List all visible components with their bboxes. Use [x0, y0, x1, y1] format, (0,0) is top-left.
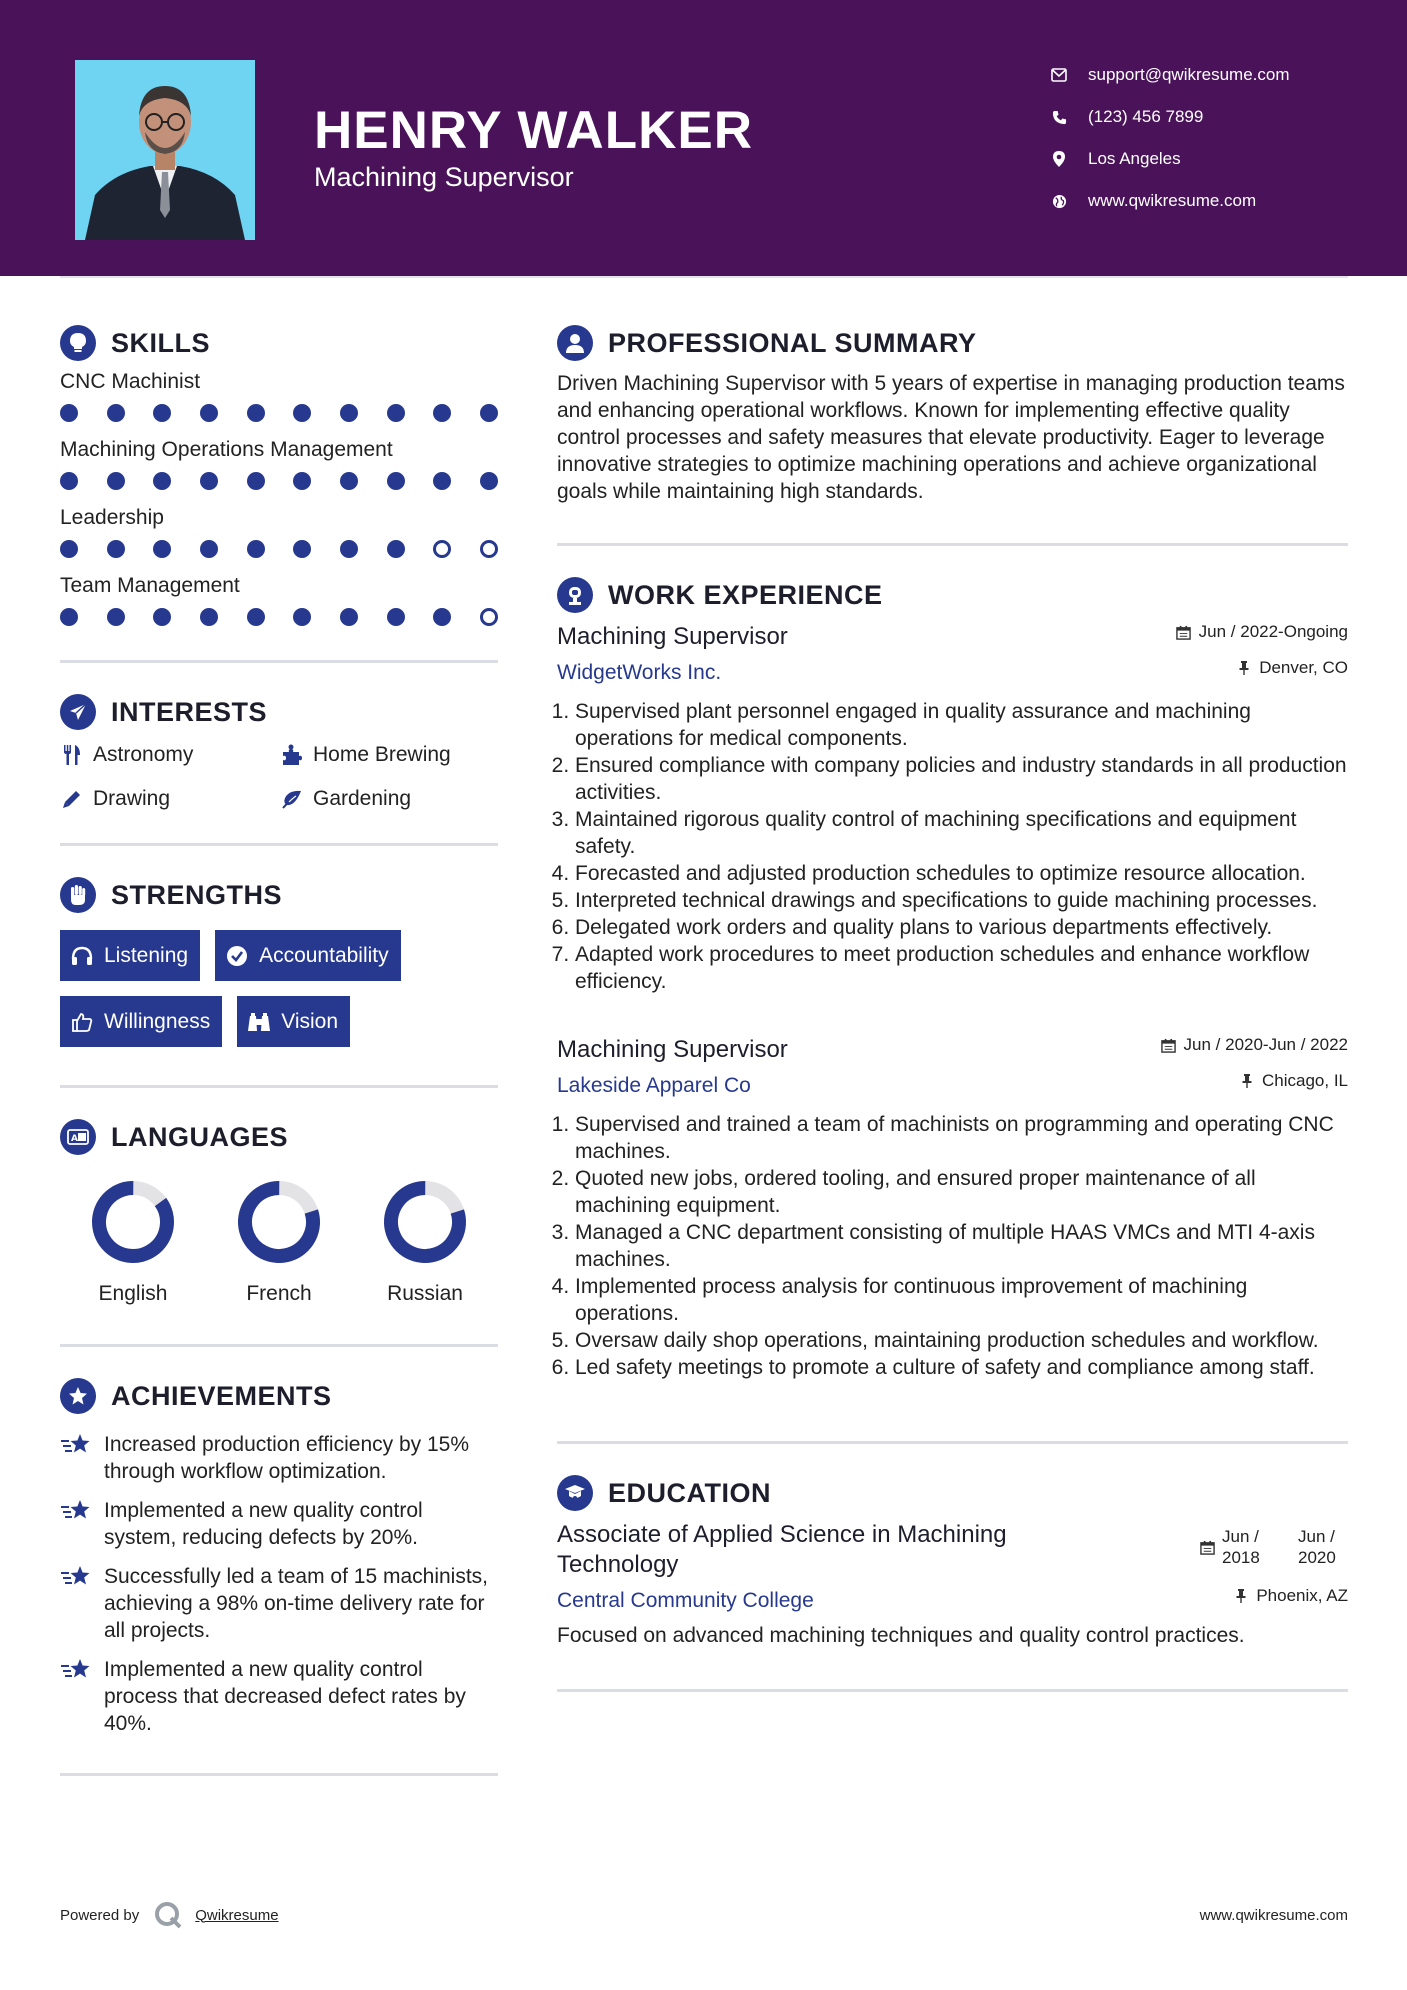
powered-by — [60, 1900, 279, 1930]
section-divider — [557, 543, 1348, 546]
candidate-title: Machining Supervisor — [314, 162, 574, 192]
svg-text:A: A — [71, 1134, 78, 1144]
strength-label: Vision — [281, 1009, 339, 1033]
strengths-section — [60, 872, 498, 1047]
strength-chip — [60, 930, 200, 981]
rating-dot-filled — [433, 404, 451, 422]
rating-dot-filled — [153, 608, 171, 626]
rating-dot-filled — [153, 540, 171, 558]
resume-header — [0, 0, 1407, 276]
rating-dot-filled — [107, 404, 125, 422]
pin-icon — [1239, 1073, 1255, 1089]
rating-dot-filled — [60, 608, 78, 626]
task-item: 5. Interpreted technical drawings and specifications to guide machining processes. — [575, 887, 1348, 914]
interest-item — [60, 741, 280, 769]
experience-section — [557, 572, 1348, 1381]
achievements-heading: ACHIEVEMENTS — [111, 1380, 332, 1411]
right-column — [557, 320, 1348, 1692]
header-divider — [60, 276, 1348, 278]
shooting-star-icon — [60, 1563, 92, 1593]
job-dates-text: Jun / 2022-Ongoing — [1198, 622, 1348, 641]
pin-icon — [1236, 660, 1252, 676]
interest-label: Home Brewing — [313, 743, 451, 766]
achievement-text: Increased production efficiency by 15% through workflow optimization. — [104, 1433, 469, 1483]
rating-dot-filled — [60, 472, 78, 490]
achievements-list — [60, 1431, 498, 1737]
rating-dot-filled — [60, 540, 78, 558]
powered-by-label: Powered by — [60, 1906, 140, 1924]
job-location-text: Denver, CO — [1259, 658, 1348, 677]
achievement-text: Successfully led a team of 15 machinists, achieving a 98% on-time delivery rate for all projects. — [104, 1565, 489, 1642]
task-item: 4. Forecasted and adjusted production schedules to optimize resource allocation. — [575, 860, 1348, 887]
task-item: 5. Oversaw daily shop operations, maintaining production schedules and workflow. — [575, 1327, 1348, 1354]
education-location — [1233, 1586, 1348, 1606]
language-donut — [235, 1178, 323, 1266]
globe-icon — [1050, 192, 1068, 210]
website-text: www.qwikresume.com — [1088, 191, 1257, 210]
graduation-icon — [557, 1475, 593, 1511]
languages-list — [60, 1178, 498, 1306]
section-divider — [60, 1344, 498, 1347]
language-donut — [381, 1178, 469, 1266]
rating-dot-filled — [387, 540, 405, 558]
envelope-icon — [1050, 66, 1068, 84]
map-pin-icon — [1050, 150, 1068, 168]
rating-dot-filled — [107, 472, 125, 490]
section-divider — [557, 1689, 1348, 1692]
job-dates — [1176, 622, 1348, 642]
rating-dot-filled — [200, 540, 218, 558]
task-item: 1. Supervised and trained a team of machinists on programming and operating CNC machines. — [575, 1111, 1348, 1165]
job-dates — [1161, 1035, 1348, 1055]
rating-dot-filled — [433, 608, 451, 626]
skill-rating — [60, 400, 498, 434]
summary-heading: PROFESSIONAL SUMMARY — [608, 327, 977, 358]
donut-fill — [382, 1179, 468, 1265]
company-name[interactable]: Lakeside Apparel Co — [557, 1074, 751, 1097]
task-item: 7. Adapted work procedures to meet production schedules and enhance workflow efficiency. — [575, 941, 1348, 995]
rating-dot-filled — [200, 472, 218, 490]
rating-dot-filled — [433, 472, 451, 490]
interest-item — [60, 785, 280, 813]
contact-location — [1050, 138, 1290, 180]
summary-section — [557, 320, 1348, 505]
rating-dot-filled — [480, 472, 498, 490]
section-divider — [557, 1441, 1348, 1444]
interest-item — [280, 741, 498, 769]
job-tasks — [557, 698, 1348, 995]
job-dates-text: Jun / 2020-Jun / 2022 — [1183, 1035, 1348, 1054]
rating-dot-filled — [107, 608, 125, 626]
paper-plane-icon — [60, 694, 96, 730]
interests-heading: INTERESTS — [111, 696, 268, 727]
skill-name: CNC Machinist — [60, 370, 201, 393]
job-entry — [557, 622, 1348, 995]
rating-dot-filled — [340, 608, 358, 626]
rating-dot-filled — [387, 404, 405, 422]
skill-item — [60, 574, 498, 638]
language-item — [352, 1178, 498, 1306]
jobs-list — [557, 622, 1348, 1381]
leaf-icon — [280, 787, 304, 811]
education-description: Focused on advanced machining techniques and quality control practices. — [557, 1624, 1245, 1647]
candidate-name: HENRY WALKER — [314, 101, 753, 160]
email-text: support@qwikresume.com — [1088, 65, 1290, 84]
profile-photo — [75, 60, 255, 240]
education-location-text: Phoenix, AZ — [1256, 1586, 1348, 1605]
education-end: Jun / 2020 — [1298, 1527, 1336, 1567]
language-label: French — [246, 1282, 312, 1305]
location-text: Los Angeles — [1088, 149, 1181, 168]
job-location — [1239, 1071, 1348, 1091]
rating-dot-filled — [153, 404, 171, 422]
skill-rating — [60, 468, 498, 502]
rating-dot-filled — [340, 472, 358, 490]
section-divider — [60, 1773, 498, 1776]
achievement-text: Implemented a new quality control process that decreased defect rates by 40%. — [104, 1658, 466, 1735]
section-divider — [60, 1085, 498, 1088]
language-item — [206, 1178, 352, 1306]
job-title: Machining Supervisor — [557, 1036, 788, 1063]
job-title: Machining Supervisor — [557, 623, 788, 650]
achievement-item — [60, 1497, 498, 1551]
briefcase-icon — [557, 577, 593, 613]
achievement-item — [60, 1656, 498, 1737]
strength-chip — [60, 996, 222, 1047]
task-item: 2. Ensured compliance with company policies and industry standards in all production activities. — [575, 752, 1348, 806]
language-label: Russian — [387, 1282, 463, 1305]
rating-dot-filled — [293, 608, 311, 626]
puzzle-icon — [280, 743, 304, 767]
task-item: 4. Implemented process analysis for continuous improvement of machining operations. — [575, 1273, 1348, 1327]
rating-dot-filled — [293, 404, 311, 422]
phone-icon — [1050, 108, 1068, 126]
contact-phone[interactable] — [1050, 96, 1290, 138]
interests-section — [60, 689, 498, 813]
company-name[interactable]: WidgetWorks Inc. — [557, 661, 722, 684]
languages-section — [60, 1114, 498, 1306]
skill-name: Team Management — [60, 574, 240, 597]
rating-dot-filled — [340, 404, 358, 422]
donut-fill — [236, 1179, 322, 1265]
skill-item — [60, 438, 498, 502]
fist-icon — [60, 877, 96, 913]
rating-dot-filled — [247, 540, 265, 558]
skills-section — [60, 320, 498, 638]
achievement-item — [60, 1563, 498, 1644]
footer — [60, 1898, 1348, 1932]
headphones-icon — [70, 944, 94, 968]
phone-text: (123) 456 7899 — [1088, 107, 1204, 126]
rating-dot-filled — [387, 472, 405, 490]
interest-item — [280, 785, 498, 813]
binoculars-icon — [247, 1010, 271, 1034]
contact-website[interactable] — [1050, 180, 1290, 222]
brand-link[interactable]: Qwikresume — [195, 1906, 279, 1924]
language-donut — [89, 1178, 177, 1266]
strength-chip — [237, 996, 350, 1047]
education-section — [557, 1470, 1348, 1649]
skill-rating — [60, 604, 498, 638]
rating-dot-filled — [247, 472, 265, 490]
contact-list — [1050, 54, 1290, 222]
section-divider — [60, 660, 498, 663]
task-item: 3. Maintained rigorous quality control of machining specifications and equipment safety. — [575, 806, 1348, 860]
education-start: Jun / 2018 — [1222, 1527, 1260, 1567]
languages-heading: LANGUAGES — [111, 1121, 289, 1152]
star-badge-icon — [60, 1378, 96, 1414]
experience-heading: WORK EXPERIENCE — [608, 579, 883, 610]
language-label: English — [98, 1282, 168, 1305]
skill-rating — [60, 536, 498, 570]
donut-fill — [89, 1178, 177, 1266]
skills-heading: SKILLS — [111, 327, 211, 358]
job-entry — [557, 1035, 1348, 1381]
degree-title: Associate of Applied Science in Machining Technology — [557, 1521, 1007, 1578]
language-item — [60, 1178, 206, 1306]
job-location-text: Chicago, IL — [1262, 1071, 1348, 1090]
rating-dot-empty — [433, 540, 451, 558]
language-icon — [60, 1119, 96, 1155]
contact-email[interactable] — [1050, 54, 1290, 96]
qwikresume-logo-icon — [153, 1900, 183, 1930]
rating-dot-filled — [247, 608, 265, 626]
lightbulb-icon — [60, 325, 96, 361]
rating-dot-filled — [387, 608, 405, 626]
calendar-icon — [1161, 1037, 1177, 1053]
strengths-heading: STRENGTHS — [111, 879, 283, 910]
rating-dot-empty — [480, 540, 498, 558]
task-item: 1. Supervised plant personnel engaged in quality assurance and machining operations for medical components. — [575, 698, 1348, 752]
interest-label: Astronomy — [93, 743, 194, 766]
task-item: 3. Managed a CNC department consisting of multiple HAAS VMCs and MTI 4-axis machines. — [575, 1219, 1348, 1273]
rating-dot-filled — [293, 540, 311, 558]
thumbs-up-icon — [70, 1010, 94, 1034]
calendar-icon — [1199, 1539, 1215, 1555]
education-heading: EDUCATION — [608, 1477, 771, 1508]
skill-name: Machining Operations Management — [60, 438, 393, 461]
achievement-text: Implemented a new quality control system, reducing defects by 20%. — [104, 1499, 423, 1549]
shooting-star-icon — [60, 1431, 92, 1461]
skill-item — [60, 506, 498, 570]
strength-label: Accountability — [259, 943, 389, 967]
job-tasks — [557, 1111, 1348, 1381]
strength-label: Willingness — [104, 1009, 211, 1033]
rating-dot-filled — [247, 404, 265, 422]
shooting-star-icon — [60, 1656, 92, 1686]
task-item: 2. Quoted new jobs, ordered tooling, and ensured proper maintenance of all machining equipment. — [575, 1165, 1348, 1219]
user-icon — [557, 325, 593, 361]
check-circle-icon — [225, 944, 249, 968]
rating-dot-filled — [293, 472, 311, 490]
pin-icon — [1233, 1588, 1249, 1604]
strength-label: Listening — [104, 943, 189, 967]
skill-name: Leadership — [60, 506, 164, 529]
education-dates — [1199, 1526, 1348, 1568]
skills-list — [60, 370, 498, 638]
achievement-item — [60, 1431, 498, 1485]
job-location — [1236, 658, 1348, 678]
pencil-icon — [60, 787, 84, 811]
rating-dot-filled — [200, 404, 218, 422]
rating-dot-filled — [340, 540, 358, 558]
calendar-icon — [1176, 624, 1192, 640]
skill-item — [60, 370, 498, 434]
rating-dot-filled — [60, 404, 78, 422]
task-item: 6. Led safety meetings to promote a culture of safety and compliance among staff. — [575, 1354, 1348, 1381]
section-divider — [60, 843, 498, 846]
left-column — [60, 320, 498, 1776]
task-item: 6. Delegated work orders and quality plans to various departments effectively. — [575, 914, 1348, 941]
shooting-star-icon — [60, 1497, 92, 1527]
rating-dot-filled — [480, 404, 498, 422]
summary-text: Driven Machining Supervisor with 5 years of expertise in managing production teams and enhancing operational workflows. Known for implementing effective quality control processes and safety measures that elevate productivity. Eager to leverage innovative strategies to optimize machining operations and achieve organizational goals while maintaining high standards. — [557, 372, 1345, 503]
interest-label: Drawing — [93, 787, 171, 810]
interest-label: Gardening — [313, 787, 412, 810]
footer-website[interactable]: www.qwikresume.com — [1199, 1906, 1348, 1924]
rating-dot-filled — [200, 608, 218, 626]
rating-dot-filled — [153, 472, 171, 490]
achievements-section — [60, 1373, 498, 1737]
rating-dot-empty — [480, 608, 498, 626]
strength-chip — [215, 930, 401, 981]
school-name[interactable]: Central Community College — [557, 1589, 814, 1612]
rating-dot-filled — [107, 540, 125, 558]
utensils-icon — [60, 743, 84, 767]
